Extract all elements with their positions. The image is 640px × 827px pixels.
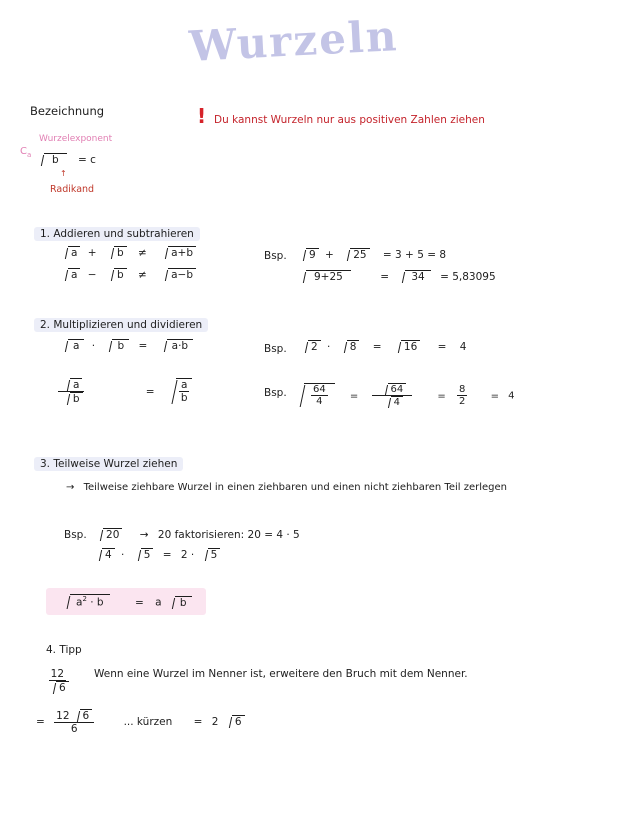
example-20-split: 4 · 5 = 2 · 5 — [92, 548, 220, 561]
warning-icon: ! — [197, 104, 207, 128]
section-3-description: → Teilweise ziehbare Wurzel in einen ziehbaren und einen nicht ziehbaren Teil zerlegen — [66, 482, 508, 493]
rule-divide: $\frac{a}{b}$ = $\frac{a}{b}$ — [58, 378, 192, 405]
section-2-heading: 2. Multiplizieren und dividieren — [34, 318, 208, 332]
section-1-heading: 1. Addieren und subtrahieren — [34, 227, 200, 241]
warning-text: Du kannst Wurzeln nur aus positiven Zahlen ziehen — [214, 114, 485, 126]
rule-multiply: a · b = a·b — [58, 339, 193, 352]
tip-text: Wenn eine Wurzel im Nenner ist, erweitere den Bruch mit dem Nenner. — [94, 668, 468, 680]
example-add: 9 + 25 = 3 + 5 = 8 — [296, 248, 446, 261]
radical-diagram: b = c — [34, 153, 96, 166]
arrow-up-icon: ↑ — [60, 169, 67, 178]
example-20: Bsp. 20 → 20 faktorisieren: 20 = 4 · 5 — [64, 529, 300, 541]
wurzelexponent-label: Wurzelexponent — [39, 134, 113, 144]
bsp-label-2: Bsp. — [264, 343, 287, 355]
page-title: Wurzeln — [188, 11, 400, 71]
bsp-label-1: Bsp. — [264, 250, 287, 262]
section-4-heading: 4. Tipp — [46, 644, 82, 656]
example-sum-root: 9+25 = 34 = 5,83095 — [296, 270, 496, 283]
rule-partial-root: $a^2 \cdot b = a$ b — [46, 588, 206, 615]
section-3-heading: 3. Teilweise Wurzel ziehen — [34, 457, 183, 471]
rule-add: a + b ≠ a+b — [58, 246, 196, 259]
arrow-right-icon: → — [66, 482, 75, 493]
tip-fraction: $\frac{12}{6}$ — [46, 668, 69, 694]
rule-subtract: a − b ≠ a−b — [58, 268, 196, 281]
example-multiply: 2 · 8 = 16 = 4 — [298, 340, 466, 353]
bezeichnung-heading: Bezeichnung — [30, 104, 105, 118]
tip-result: = $\frac{12 6}{6}$ ... kürzen = 2 6 — [36, 709, 245, 735]
example-divide: $\frac{64}{4}$ = $\frac{64}{4}$ = $\frac{8}{2}$ = 4 — [294, 383, 515, 408]
radikand-label: Radikand — [50, 184, 95, 195]
exponent-symbol: $C_a$ — [20, 146, 32, 159]
bsp-label-3: Bsp. — [264, 387, 287, 399]
